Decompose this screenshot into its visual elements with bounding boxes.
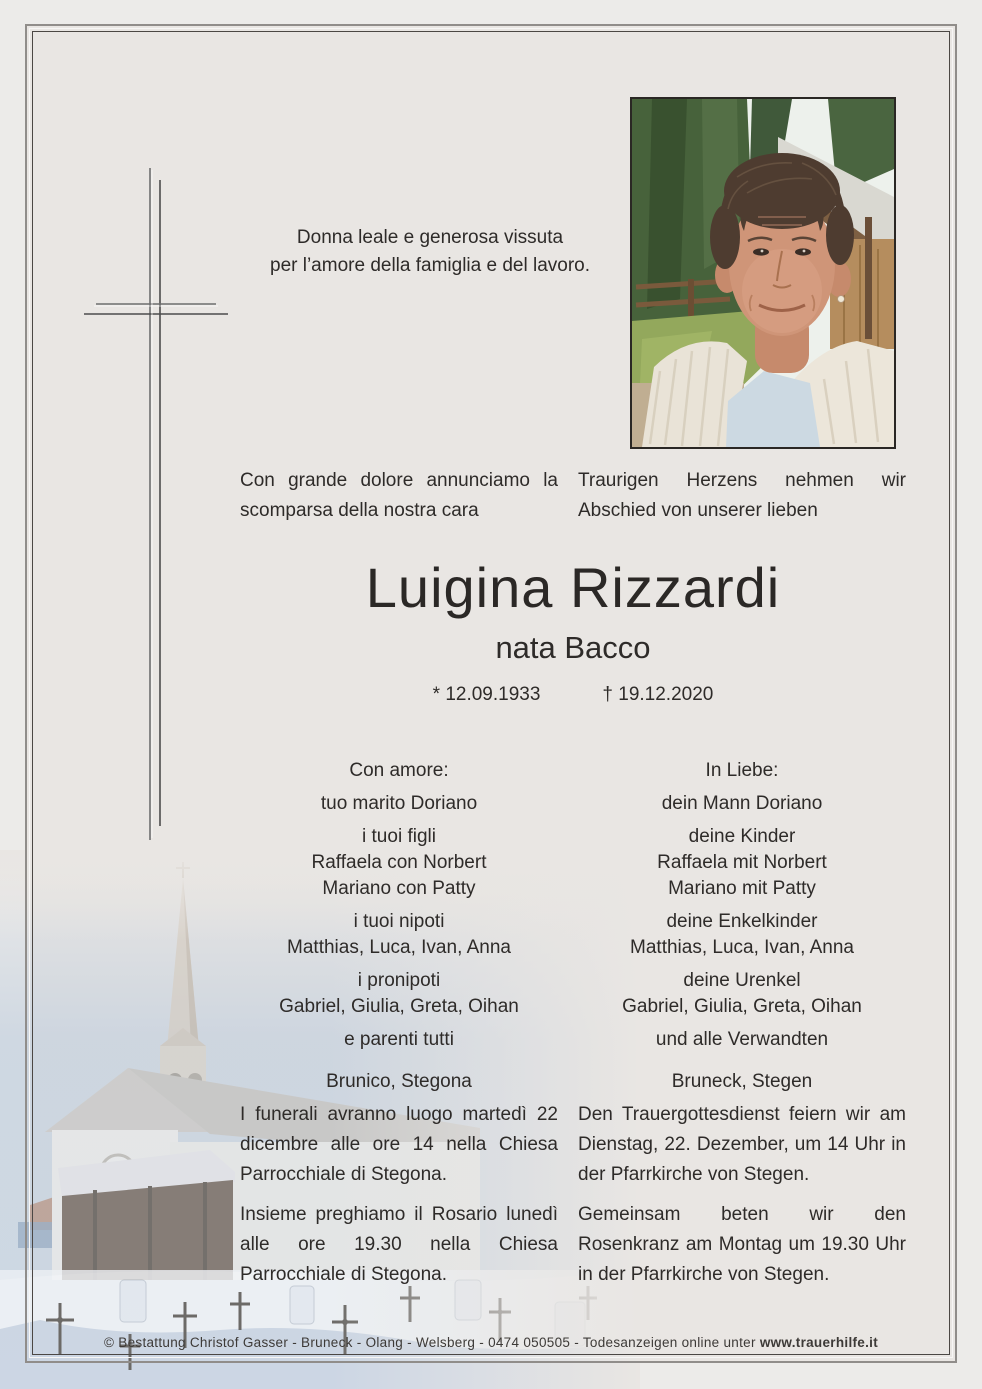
funeral-notice-italian: [240, 1100, 558, 1300]
family-list-italian: [240, 758, 558, 1095]
family-line: Gabriel, Giulia, Greta, Oihan: [622, 996, 862, 1017]
motto-line-1: Donna leale e generosa vissuta: [296, 227, 564, 248]
family-line: und alle Verwandten: [655, 1029, 829, 1050]
deceased-name: Luigina Rizzardi: [365, 556, 781, 619]
footer-text: © Bestattung Christof Gasser - Bruneck - Olang - Welsberg - 0474 050505 - Todesanzeigen online unter: [103, 1335, 760, 1350]
footer-website: www.trauerhilfe.it: [759, 1335, 878, 1350]
rosary-paragraph-it: Insieme preghiamo il Rosario lunedì alle ore 19.30 nella Chiesa Parrocchiale di Stegona.: [240, 1204, 558, 1285]
family-line: Mariano con Patty: [322, 878, 476, 899]
announcement-italian: Con grande dolore annunciamo la scomparsa della nostra cara: [240, 470, 558, 521]
place-line-it: Brunico, Stegona: [326, 1071, 472, 1092]
rosary-paragraph-de: Gemeinsam beten wir den Rosenkranz am Montag um 19.30 Uhr in der Pfarrkirche von Stegen.: [578, 1204, 906, 1285]
family-heading-it: Con amore:: [349, 760, 449, 781]
family-list-german: [578, 758, 906, 1095]
deceased-block: [240, 556, 906, 706]
family-line: Matthias, Luca, Ivan, Anna: [630, 937, 854, 958]
family-line: Raffaela con Norbert: [311, 852, 487, 873]
funeral-paragraph-de: Den Trauergottesdienst feiern wir am Dienstag, 22. Dezember, um 14 Uhr in der Pfarrkirche von Stegen.: [578, 1104, 906, 1185]
family-line: i pronipoti: [357, 970, 441, 991]
birth-date: * 12.09.1933: [432, 684, 541, 705]
family-line: deine Enkelkinder: [666, 911, 818, 932]
family-line: Gabriel, Giulia, Greta, Oihan: [279, 996, 519, 1017]
family-line: deine Urenkel: [683, 970, 801, 991]
funeral-notice-german: [578, 1100, 906, 1300]
maiden-name: nata Bacco: [495, 630, 651, 665]
family-line: i tuoi nipoti: [353, 911, 445, 932]
motto: [150, 224, 710, 280]
motto-line-2: per l’amore della famiglia e del lavoro.: [270, 255, 590, 276]
place-line-de: Bruneck, Stegen: [671, 1071, 813, 1092]
family-line: tuo marito Doriano: [320, 793, 478, 814]
family-heading-de: In Liebe:: [705, 760, 779, 781]
family-line: Mariano mit Patty: [668, 878, 816, 899]
funeral-paragraph-it: I funerali avranno luogo martedì 22 dicembre alle ore 14 nella Chiesa Parrocchiale di Stegona.: [240, 1104, 558, 1185]
family-line: Raffaela mit Norbert: [657, 852, 827, 873]
announcement-german: Traurigen Herzens nehmen wir Abschied von unserer lieben: [578, 470, 906, 521]
family-line: Matthias, Luca, Ivan, Anna: [287, 937, 511, 958]
family-line: dein Mann Doriano: [661, 793, 823, 814]
family-line: deine Kinder: [688, 826, 796, 847]
family-line: e parenti tutti: [344, 1029, 454, 1050]
footer-credit: [90, 1335, 892, 1350]
life-dates: [240, 684, 906, 706]
family-line: i tuoi figli: [362, 826, 436, 847]
death-date: † 19.12.2020: [602, 684, 714, 705]
